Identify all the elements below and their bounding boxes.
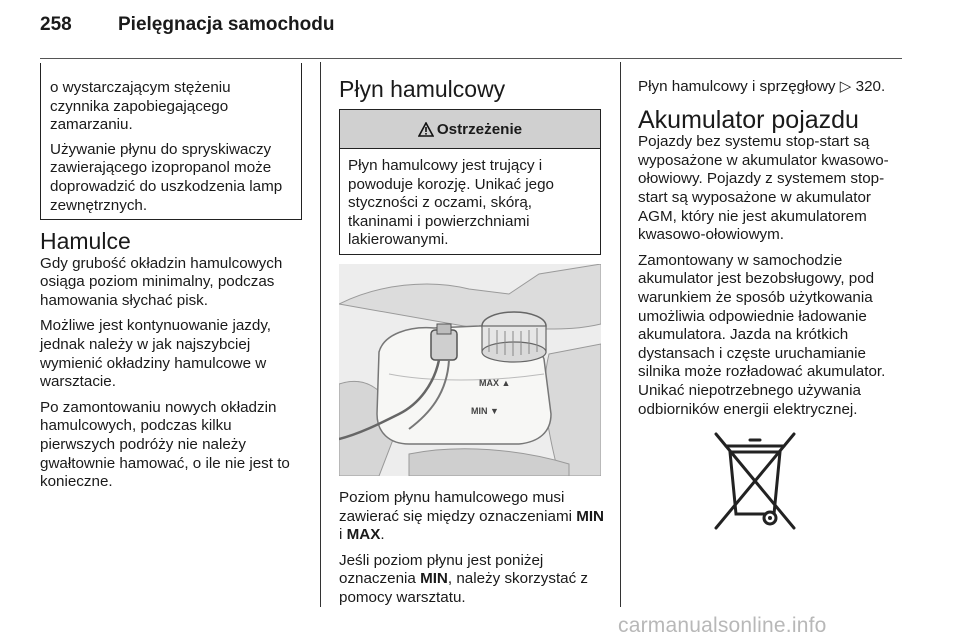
battery-paragraph-1: Pojazdy bez systemu stop-start są wyposażone w akumulator kwasowo-ołowiowy. Pojazdy z systemem stop-start są wyposażone w akumulator AGM, który nie jest akumulatorem kwasowo-ołowiowym. (638, 133, 889, 244)
brake-fluid-reservoir-photo (339, 264, 601, 476)
warning-triangle-icon (418, 122, 434, 137)
brakes-paragraph-3: Po zamontowaniu nowych okładzin hamulcowych, podczas kilku pierwszych podróży nie należy gwałtownie hamować, o ile nie jest to konieczne. (40, 398, 290, 491)
header-rule (40, 58, 902, 59)
min-mark: MIN (576, 507, 605, 525)
watermark: carmanualsonline.info (618, 614, 827, 637)
column-divider-1 (320, 62, 321, 607)
photo-label-max: MAX ▲ (479, 378, 511, 388)
column-1 (40, 228, 306, 499)
column-2-text (339, 489, 609, 615)
brake-fluid-paragraph-2: Jeśli poziom płynu jest poniżej oznaczenia MIN, należy skorzystać z pomocy warsztatu. (339, 551, 589, 606)
box-paragraph-2: Używanie płynu do spryskiwaczy zawierającego izopropanol może doprowadzić do uszkodzenia lamp zewnętrznych. (50, 140, 283, 214)
page-number: 258 (40, 14, 72, 35)
warning-header (340, 110, 600, 149)
max-mark: MAX (346, 526, 381, 544)
photo-label-min: MIN ▼ (471, 406, 499, 416)
min-mark-2: MIN (420, 570, 448, 588)
page-header-title: Pielęgnacja samochodu (118, 14, 335, 35)
section-heading-brake-fluid: Płyn hamulcowy (339, 76, 506, 102)
warning-text: Płyn hamulcowy jest trujący i powoduje korozję. Unikać jego styczności z oczami, skórą, tkaninami i powierzchniami lakierowanymi. (348, 157, 554, 249)
brakes-paragraph-2: Możliwe jest kontynuowanie jazdy, jednak należy w jak najszybciej wymienić okładziny hamulcowe w warsztacie. (40, 317, 272, 391)
cross-reference[interactable]: Płyn hamulcowy i sprzęgłowy ▷ 320. (638, 78, 886, 95)
brake-fluid-paragraph-1: Poziom płynu hamulcowego musi zawierać się między oznaczeniami MIN i MAX. (339, 489, 605, 544)
brakes-paragraph-1: Gdy grubość okładzin hamulcowych osiąga poziom minimalny, podczas hamowania słychać pisk. (40, 254, 283, 309)
battery-paragraph-2: Zamontowany w samochodzie akumulator jest bezobsługowy, pod warunkiem że sposób użytkowania umożliwia odpowiednie ładowanie akumulatora. Jazda na krótkich dystansach i częste uruchamianie silnika może rozładować akumulator. Unikać niepotrzebnego używania odbiorników energii elektrycznej. (638, 251, 886, 418)
reference-arrow-icon: ▷ (839, 78, 852, 95)
section-heading-brakes: Hamulce (40, 228, 131, 254)
continued-warning-box (40, 63, 302, 220)
crossed-out-wheelie-bin-icon (712, 430, 798, 532)
box-paragraph-1: o wystarczającym stężeniu czynnika zapobiegającego zamarzaniu. (50, 79, 231, 134)
section-heading-battery: Akumulator pojazdu (638, 105, 859, 134)
warning-box (339, 109, 601, 255)
column-divider-2 (620, 62, 621, 607)
warning-title: Ostrzeżenie (436, 120, 523, 138)
column-3 (638, 78, 910, 426)
